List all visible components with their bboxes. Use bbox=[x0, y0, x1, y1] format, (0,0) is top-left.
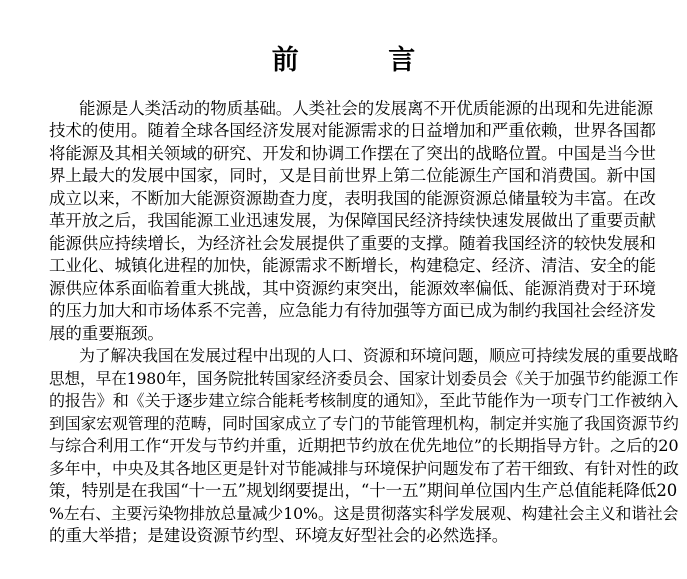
paragraph-1-line-7: 能源供应持续增长，为经济社会发展提供了重要的支撑。随着我国经济的较快发展和 bbox=[49, 234, 656, 253]
paragraph-1-line-2: 技术的使用。随着全球各国经济发展对能源需求的日益增加和严重依赖，世界各国都 bbox=[49, 121, 656, 140]
paragraph-1-line-4: 界上最大的发展中国家，同时，又是目前世界上第二位能源生产国和消费国。新中国 bbox=[49, 166, 656, 185]
paragraph-2-line-1: 为了解决我国在发展过程中出现的人口、资源和环境问题，顺应可持续发展的重要战略 bbox=[79, 346, 679, 365]
paragraph-1-line-6: 革开放之后，我国能源工业迅速发展，为保障国民经济持续快速发展做出了重要贡献 bbox=[49, 211, 656, 230]
paragraph-2-line-2: 思想，早在1980年，国务院批转国家经济委员会、国家计划委员会《关于加强节约能源工作 bbox=[49, 369, 679, 388]
paragraph-2-line-3: 的报告》和《关于逐步建立综合能耗考核制度的通知》，至此节能作为一项专门工作被纳入 bbox=[49, 391, 679, 410]
page-title: 前 言 bbox=[271, 45, 456, 76]
paragraph-1-line-1: 能源是人类活动的物质基础。人类社会的发展离不开优质能源的出现和先进能源 bbox=[79, 99, 654, 118]
paragraph-1-line-5: 成立以来，不断加大能源资源勘查力度，表明我国的能源资源总储量较为丰富。在改 bbox=[49, 189, 656, 208]
paragraph-1-line-3: 将能源及其相关领域的研究、开发和协调工作摆在了突出的战略位置。中国是当今世 bbox=[49, 144, 656, 163]
paragraph-2-line-9: 的重大举措；是建设资源节约型、环境友好型社会的必然选择。 bbox=[49, 526, 509, 545]
paragraph-2-line-6: 多年中，中央及其各地区更是针对节能减排与环境保护问题发布了若干细致、有针对性的政 bbox=[49, 459, 679, 478]
paragraph-2-line-7: 策，特别是在我国“十一五”规划纲要提出，“十一五”期间单位国内生产总值能耗降低20 bbox=[49, 481, 678, 500]
paragraph-2-line-8: %左右、主要污染物排放总量减少10%。这是贯彻落实科学发展观、构建社会主义和谐社会 bbox=[49, 504, 679, 523]
paragraph-2-line-5: 与综合利用工作“开发与节约并重，近期把节约放在优先地位”的长期指导方针。之后的20 bbox=[49, 436, 679, 455]
paragraph-1-line-8: 工业化、城镇化进程的加快，能源需求不断增长，构建稳定、经济、清洁、安全的能 bbox=[49, 256, 656, 275]
paragraph-2-line-4: 到国家宏观管理的范畴，同时国家成立了专门的节能管理机构，制定并实施了我国资源节约 bbox=[49, 414, 679, 433]
paragraph-1-line-10: 的压力加大和市场体系不完善，应急能力有待加强等方面已成为制约我国社会经济发 bbox=[49, 301, 656, 320]
paragraph-1-line-9: 源供应体系面临着重大挑战，其中资源约束突出，能源效率偏低、能源消费对于环境 bbox=[49, 279, 656, 298]
paragraph-1-line-11: 展的重要瓶颈。 bbox=[49, 324, 164, 343]
